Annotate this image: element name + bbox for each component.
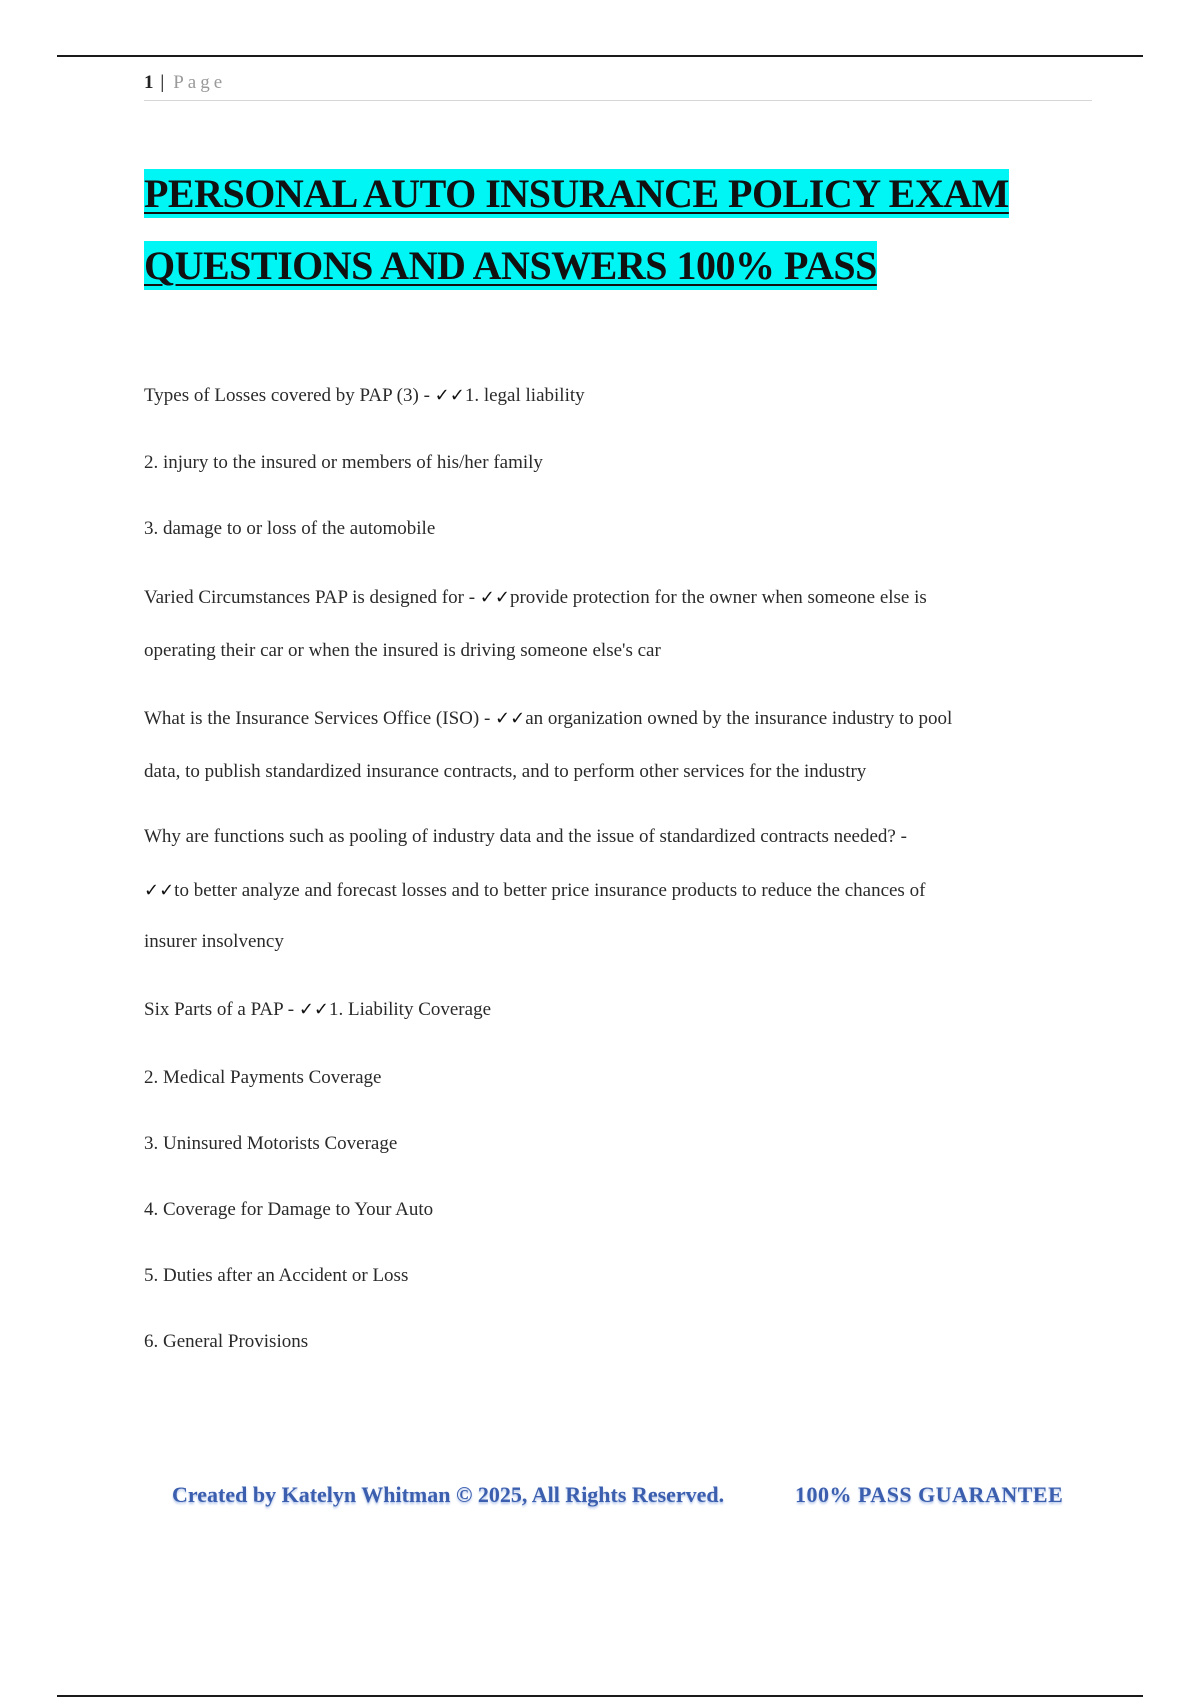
check-icon: ✓✓ <box>298 999 330 1020</box>
answer-text: an organization owned by the insurance industry to pool <box>525 708 953 729</box>
page-label: Page <box>173 72 227 93</box>
list-item: 4. Coverage for Damage to Your Auto <box>144 1199 434 1220</box>
question-text: Six Parts of a PAP - <box>144 999 299 1020</box>
list-item: 6. General Provisions <box>144 1331 309 1352</box>
title-line-1: PERSONAL AUTO INSURANCE POLICY EXAM <box>144 171 1009 216</box>
list-item: 3. Uninsured Motorists Coverage <box>144 1133 398 1154</box>
qa-six-parts <box>144 999 1084 1021</box>
question-text: Types of Losses covered by PAP (3) - <box>144 385 435 406</box>
page-header <box>144 72 1092 101</box>
page-separator: | <box>160 72 165 93</box>
footer-copyright: Created by Katelyn Whitman © 2025, All Rights Reserved. <box>172 1482 725 1507</box>
qa-losses-covered <box>144 385 1084 407</box>
list-item: 3. damage to or loss of the automobile <box>144 518 436 539</box>
page-number: 1 <box>144 72 154 93</box>
bottom-rule <box>57 1695 1143 1697</box>
answer-text: provide protection for the owner when someone else is <box>509 587 927 608</box>
list-item: 2. injury to the insured or members of his/her family <box>144 452 543 473</box>
top-rule <box>57 55 1143 57</box>
footer-guarantee: 100% PASS GUARANTEE <box>795 1482 1064 1507</box>
answer-text: 1. legal liability <box>464 385 585 406</box>
check-icon: ✓✓ <box>144 880 175 901</box>
answer-text: to better analyze and forecast losses and to better price insurance products to reduce the chances of <box>174 880 926 901</box>
question-text: Varied Circumstances PAP is designed for - <box>144 587 480 608</box>
answer-continuation: operating their car or when the insured is driving someone else's car <box>144 640 661 661</box>
check-icon: ✓✓ <box>434 385 465 406</box>
list-item: 5. Duties after an Accident or Loss <box>144 1265 409 1286</box>
answer-line <box>144 880 1084 902</box>
answer-continuation: insurer insolvency <box>144 931 284 952</box>
check-icon: ✓✓ <box>495 708 526 729</box>
question-text: What is the Insurance Services Office (ISO) - <box>144 708 496 729</box>
check-icon: ✓✓ <box>479 587 510 608</box>
qa-iso <box>144 708 1084 730</box>
qa-functions-needed: Why are functions such as pooling of industry data and the issue of standardized contracts needed? - <box>144 826 907 847</box>
title-line-2: QUESTIONS AND ANSWERS 100% PASS <box>144 243 877 288</box>
answer-continuation: data, to publish standardized insurance contracts, and to perform other services for the industry <box>144 761 867 782</box>
answer-text: 1. Liability Coverage <box>329 999 491 1020</box>
qa-varied-circumstances <box>144 587 1084 609</box>
document-title <box>144 158 1124 302</box>
list-item: 2. Medical Payments Coverage <box>144 1067 382 1088</box>
